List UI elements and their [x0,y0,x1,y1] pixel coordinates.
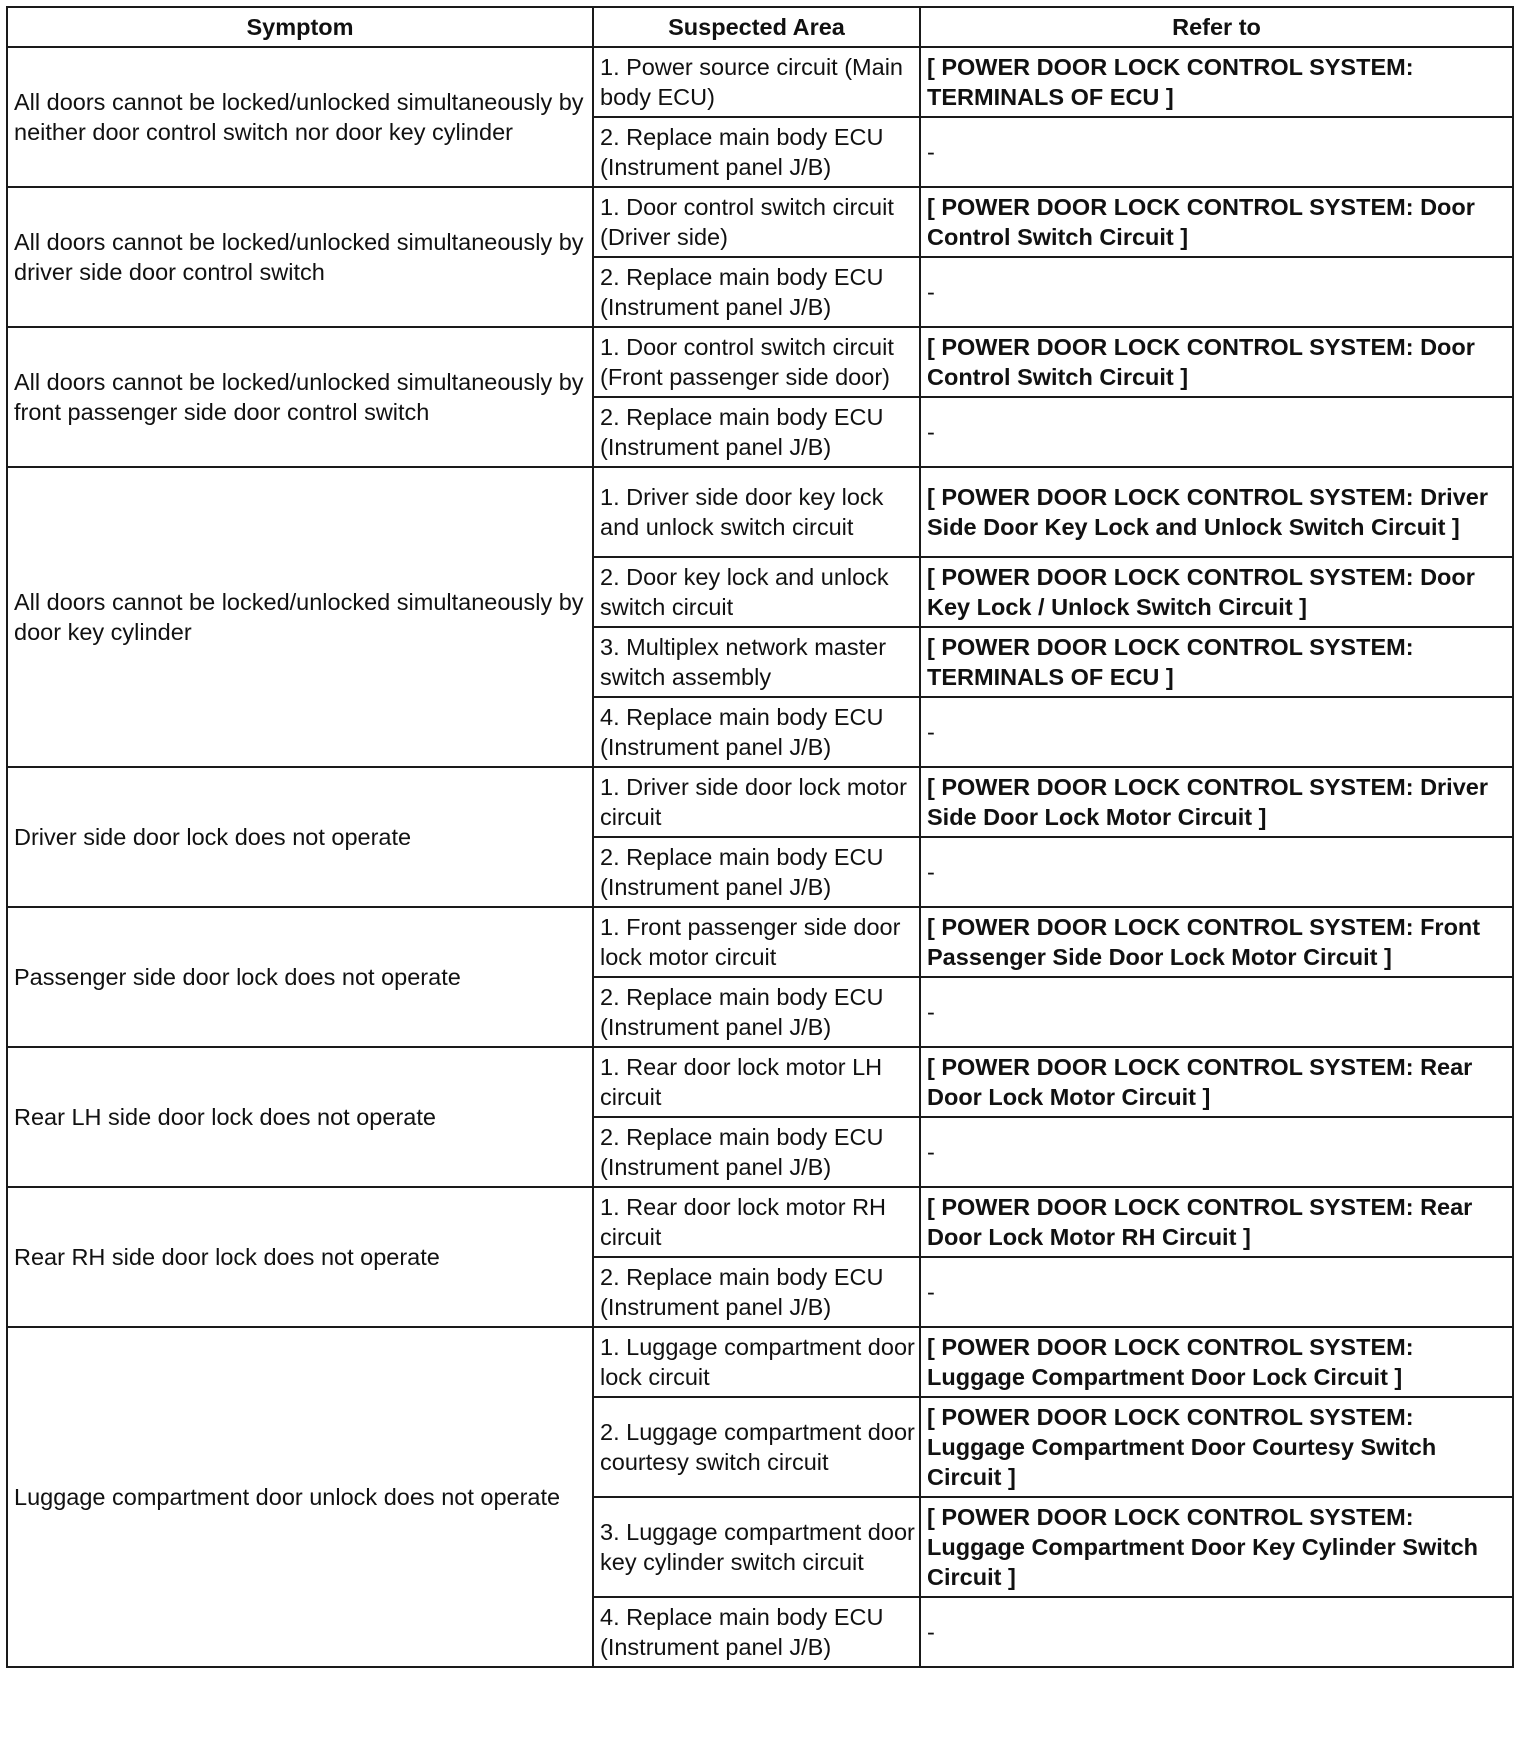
table-row [7,1047,1513,1117]
refer-to-cell: [ POWER DOOR LOCK CONTROL SYSTEM: Rear Door Lock Motor Circuit ] [920,1047,1513,1117]
suspected-area-cell: 2. Replace main body ECU (Instrument panel J/B) [593,1257,920,1327]
header-suspected-area: Suspected Area [593,7,920,47]
refer-to-cell: - [920,257,1513,327]
table-body [7,47,1513,1667]
symptom-cell: Driver side door lock does not operate [7,767,593,907]
refer-to-cell: [ POWER DOOR LOCK CONTROL SYSTEM: Door Control Switch Circuit ] [920,187,1513,257]
symptom-cell: Luggage compartment door unlock does not operate [7,1327,593,1667]
suspected-area-cell: 3. Multiplex network master switch assembly [593,627,920,697]
troubleshooting-table-container [6,6,1514,1668]
refer-to-cell: - [920,397,1513,467]
suspected-area-cell: 1. Rear door lock motor RH circuit [593,1187,920,1257]
table-row [7,467,1513,557]
suspected-area-cell: 1. Door control switch circuit (Front passenger side door) [593,327,920,397]
suspected-area-cell: 1. Front passenger side door lock motor circuit [593,907,920,977]
refer-to-cell: [ POWER DOOR LOCK CONTROL SYSTEM: Door Control Switch Circuit ] [920,327,1513,397]
table-row [7,187,1513,257]
suspected-area-cell: 2. Replace main body ECU (Instrument panel J/B) [593,257,920,327]
refer-to-cell: - [920,1117,1513,1187]
symptom-cell: All doors cannot be locked/unlocked simultaneously by door key cylinder [7,467,593,767]
suspected-area-cell: 2. Luggage compartment door courtesy switch circuit [593,1397,920,1497]
refer-to-cell: [ POWER DOOR LOCK CONTROL SYSTEM: Luggage Compartment Door Courtesy Switch Circuit ] [920,1397,1513,1497]
refer-to-cell: - [920,1257,1513,1327]
refer-to-cell: [ POWER DOOR LOCK CONTROL SYSTEM: Luggage Compartment Door Key Cylinder Switch Circuit ] [920,1497,1513,1597]
symptom-cell: Rear LH side door lock does not operate [7,1047,593,1187]
table-row [7,1187,1513,1257]
suspected-area-cell: 1. Door control switch circuit (Driver side) [593,187,920,257]
symptom-cell: All doors cannot be locked/unlocked simultaneously by neither door control switch nor door key cylinder [7,47,593,187]
refer-to-cell: [ POWER DOOR LOCK CONTROL SYSTEM: Front Passenger Side Door Lock Motor Circuit ] [920,907,1513,977]
suspected-area-cell: 3. Luggage compartment door key cylinder switch circuit [593,1497,920,1597]
header-symptom: Symptom [7,7,593,47]
suspected-area-cell: 1. Driver side door lock motor circuit [593,767,920,837]
suspected-area-cell: 2. Replace main body ECU (Instrument panel J/B) [593,397,920,467]
table-row [7,1327,1513,1397]
table-row [7,907,1513,977]
refer-to-cell: - [920,697,1513,767]
suspected-area-cell: 2. Door key lock and unlock switch circuit [593,557,920,627]
suspected-area-cell: 2. Replace main body ECU (Instrument panel J/B) [593,117,920,187]
refer-to-cell: [ POWER DOOR LOCK CONTROL SYSTEM: Luggage Compartment Door Lock Circuit ] [920,1327,1513,1397]
refer-to-cell: [ POWER DOOR LOCK CONTROL SYSTEM: Door Key Lock / Unlock Switch Circuit ] [920,557,1513,627]
suspected-area-cell: 1. Power source circuit (Main body ECU) [593,47,920,117]
suspected-area-cell: 2. Replace main body ECU (Instrument panel J/B) [593,837,920,907]
header-refer-to: Refer to [920,7,1513,47]
suspected-area-cell: 2. Replace main body ECU (Instrument panel J/B) [593,1117,920,1187]
suspected-area-cell: 1. Rear door lock motor LH circuit [593,1047,920,1117]
suspected-area-cell: 2. Replace main body ECU (Instrument panel J/B) [593,977,920,1047]
symptom-cell: All doors cannot be locked/unlocked simultaneously by front passenger side door control switch [7,327,593,467]
table-row [7,327,1513,397]
suspected-area-cell: 1. Luggage compartment door lock circuit [593,1327,920,1397]
suspected-area-cell: 1. Driver side door key lock and unlock switch circuit [593,467,920,557]
table-row [7,767,1513,837]
symptom-cell: Rear RH side door lock does not operate [7,1187,593,1327]
suspected-area-cell: 4. Replace main body ECU (Instrument panel J/B) [593,1597,920,1667]
suspected-area-cell: 4. Replace main body ECU (Instrument panel J/B) [593,697,920,767]
refer-to-cell: - [920,977,1513,1047]
refer-to-cell: - [920,837,1513,907]
symptom-cell: All doors cannot be locked/unlocked simultaneously by driver side door control switch [7,187,593,327]
symptom-cell: Passenger side door lock does not operate [7,907,593,1047]
table-row [7,47,1513,117]
refer-to-cell: [ POWER DOOR LOCK CONTROL SYSTEM: TERMINALS OF ECU ] [920,47,1513,117]
header-row [7,7,1513,47]
refer-to-cell: [ POWER DOOR LOCK CONTROL SYSTEM: Rear Door Lock Motor RH Circuit ] [920,1187,1513,1257]
refer-to-cell: - [920,1597,1513,1667]
refer-to-cell: - [920,117,1513,187]
refer-to-cell: [ POWER DOOR LOCK CONTROL SYSTEM: Driver Side Door Lock Motor Circuit ] [920,767,1513,837]
refer-to-cell: [ POWER DOOR LOCK CONTROL SYSTEM: TERMINALS OF ECU ] [920,627,1513,697]
refer-to-cell: [ POWER DOOR LOCK CONTROL SYSTEM: Driver Side Door Key Lock and Unlock Switch Circuit ] [920,467,1513,557]
troubleshooting-table [6,6,1514,1668]
